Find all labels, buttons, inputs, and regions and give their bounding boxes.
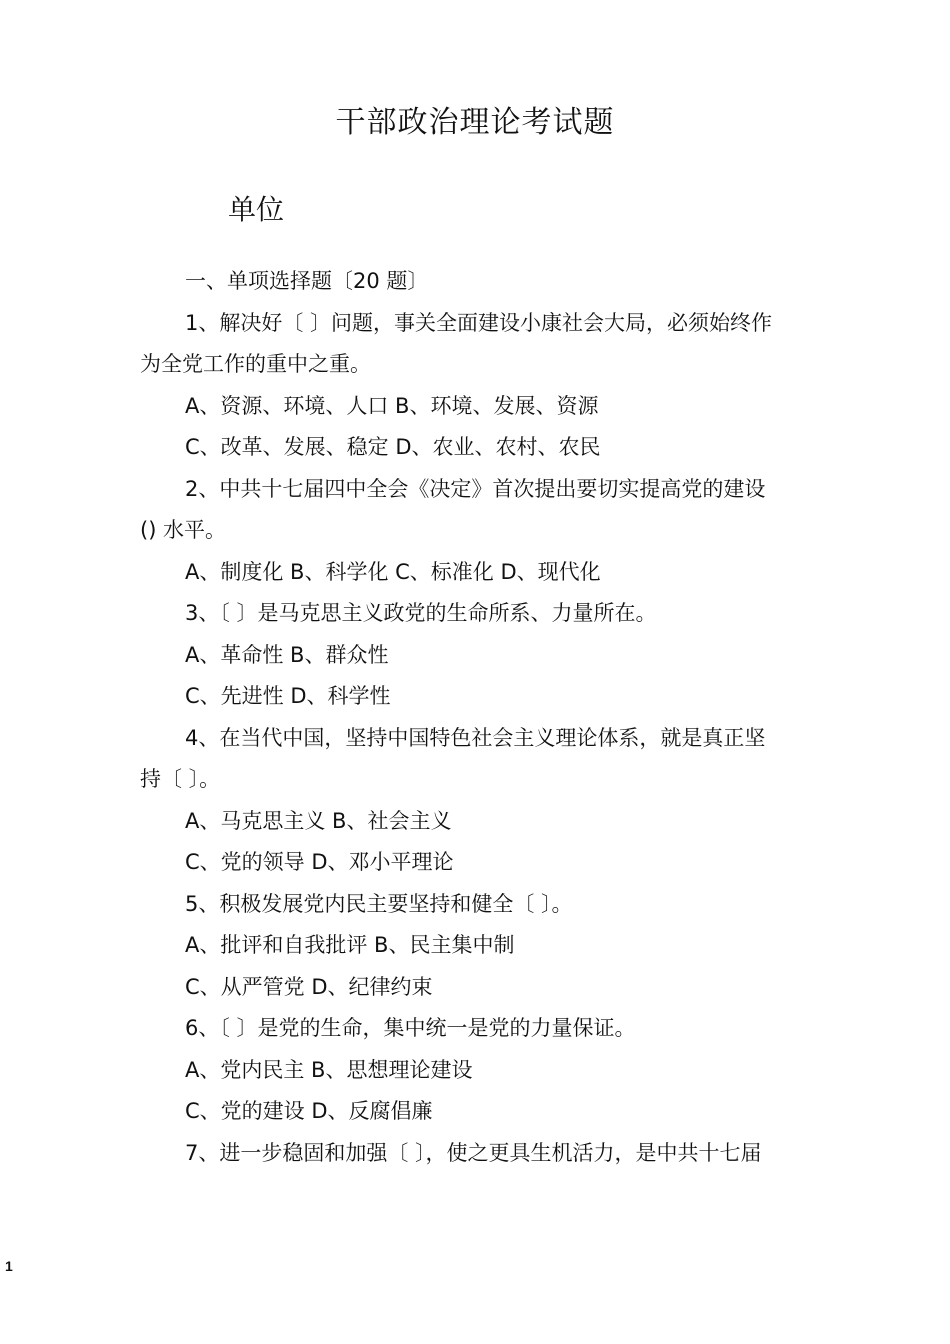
question-4-options-c-d: C、党的领导 D、邓小平理论	[185, 850, 454, 874]
question-2-options: A、制度化 B、科学化 C、标准化 D、现代化	[185, 560, 601, 584]
question-5-options-a-b: A、批评和自我批评 B、民主集中制	[185, 933, 515, 957]
question-6: 6、〔 〕是党的生命，集中统一是党的力量保证。	[185, 1016, 636, 1040]
question-4-options-a-b: A、马克思主义 B、社会主义	[185, 809, 452, 833]
question-2-line-2: () 水平。	[140, 518, 227, 542]
page-number: 1	[5, 1258, 13, 1274]
question-1-options-a-b: A、资源、环境、人口 B、环境、发展、资源	[185, 394, 599, 418]
question-5-options-c-d: C、从严管党 D、纪律约束	[185, 975, 433, 999]
section-heading: 一、单项选择题〔20 题〕	[185, 269, 429, 293]
unit-label: 单位	[228, 193, 285, 226]
question-3-options-a-b: A、革命性 B、群众性	[185, 643, 389, 667]
question-6-options-a-b: A、党内民主 B、思想理论建设	[185, 1058, 473, 1082]
question-2-line-1: 2、中共十七届四中全会《决定》首次提出要切实提高党的建设	[185, 477, 766, 501]
question-6-options-c-d: C、党的建设 D、反腐倡廉	[185, 1099, 433, 1123]
document-title: 干部政治理论考试题	[335, 105, 615, 140]
question-1-options-c-d: C、改革、发展、稳定 D、农业、农村、农民	[185, 435, 601, 459]
question-3-options-c-d: C、先进性 D、科学性	[185, 684, 391, 708]
question-4-line-1: 4、在当代中国，坚持中国特色社会主义理论体系，就是真正坚	[185, 726, 766, 750]
question-5: 5、积极发展党内民主要坚持和健全〔 〕。	[185, 892, 573, 916]
question-1-line-2: 为全党工作的重中之重。	[140, 352, 371, 376]
question-3: 3、〔 〕是马克思主义政党的生命所系、力量所在。	[185, 601, 657, 625]
question-7-line-1: 7、进一步稳固和加强〔 〕，使之更具生机活力，是中共十七届	[185, 1141, 762, 1165]
question-1-line-1: 1、解决好〔 〕问题，事关全面建设小康社会大局，必须始终作	[185, 311, 773, 335]
question-4-line-2: 持〔 〕。	[140, 767, 221, 791]
